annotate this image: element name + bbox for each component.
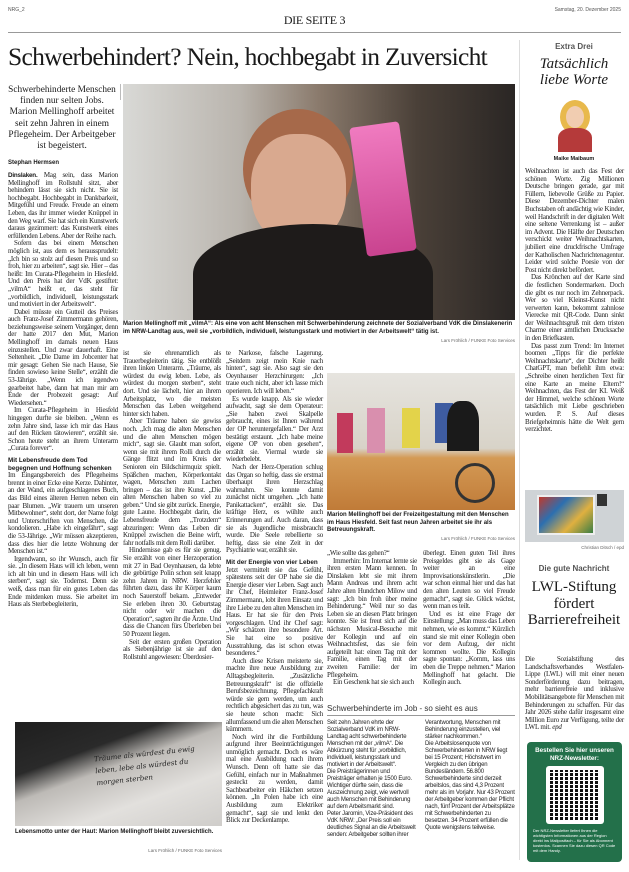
photo-credit: Lars Fröhlich / FUNKE Foto Services (441, 536, 515, 541)
article-column-2 (123, 350, 221, 661)
good-news-title: LWL-Stiftung fördert Barrierefreiheit (527, 579, 621, 628)
qr-code[interactable] (546, 766, 604, 824)
good-news-text (525, 656, 624, 732)
marion (447, 401, 479, 451)
paragraph: Immerhin: Im Internat lernte sie ihren ersten Mann kennen. In Dinslaken lebt sie mit ihrem Mann Andreas und ihrem acht Jahre alten Hundchen Milow und sagt: „Ich bin froh über meine Behinderung.“ Weil nur so das Leben sie an diesen Platz bringen konnte. Sie ist freut sich auf die nächsten Musical-Besuche mit der Kollegin und auf ein Weihnachtsfest, das sie fein aufgeteilt hat: einen Tag mit der Familie, einen Tag mit der zweiten Familie: der im Pflegeheim. (327, 556, 417, 679)
newsletter-title: Bestellen Sie hier unseren NRZ-Newsletter: (535, 747, 614, 762)
photo-credit: Christian Ditsch / epd (581, 545, 624, 550)
paragraph: Aber Träume haben sie gewiss noch. „Ich mag die alten Menschen und die alten Menschen mögen mich“, sagt sie. Glaubt man sofort, wenn sie mit ihrem Rolli durch die Gänge flitzt und im Kreis der Senioren ein Bildschirmquiz spielt. Späßchen machen, Körperkontakt wagen, Menschen zum Lachen bringen – das ist ihre Kunst. „Die alten Menschen haben so viel zu geben.“ Und sie gibt zurück. Energie, gute Laune. Hochbegabt darin, die Lebensfreude dem „Trotzdem“ abzuringen: Wenn das Leben dir Knüppel zwischen die Beine wirft, fahr notfalls mit dem Rolli darüber. (123, 417, 221, 547)
article-column-1 (8, 172, 118, 609)
christmas-stamp (537, 495, 595, 535)
paragraph: Jetzt vermittelt sie das Gefühl, spätestens seit der OP habe sie die Energie dieser vier Leben. Sagt auch ihr Chef, Heimleiter Franz-Josef Zimmermann, lobt ihren Einsatz und ihre Liebe zu den alten Menschen im Haus. Er hat sie für den Preis vorgeschlagen. Und ihr Chef sagt: „Wir schätzen ihre besondere Art. Sie hat eine so positive Ausstrahlung, das ist schon etwas besonderes.“ (226, 565, 323, 658)
photo-credit: Lars Fröhlich / FUNKE Foto Services (148, 848, 222, 853)
newsletter-box[interactable] (527, 742, 622, 862)
paragraph: Die Sozialstiftung des Landschaftsverbandes Westfalen-Lippe (LWL) will mit einer neuen Sonderförderung dazu beitragen, mehr barrierefreie und inklusive Mobilitätsangebote für Menschen mit Behinderungen zu schaffen. Für das Jahr 2026 stehe dafür insgesamt eine Million Euro zur Verfügung, teilte der LWL mit. (525, 655, 624, 732)
paragraph: te Narkose, falsche Lagerung. „Seitdem zeigt mein Knie nach hinten“, sagt sie. Also sagt sie den Oeynhauser Herzchirurgen: „Ich traue euch nicht, aber ich lasse mich operieren. Ich will leben.“ (226, 349, 323, 395)
page-code: NRG_2 (8, 7, 25, 13)
teaser: Schwerbehinderte Menschen finden nur selten Jobs. Marion Mellinghoff arbeitet seit zehn Jahren in einem Pflegeheim. Der Arbeitgeber ist begeistert. (8, 85, 116, 152)
person (367, 408, 385, 453)
caption-text: Marion Mellinghoff bei der Freizeitgestaltung mit den Menschen im Haus Hiesfeld. Seit fast neun Jahren arbeitet sie ihr als Betreuungskraft. (327, 512, 509, 534)
photo-credit: Lars Fröhlich / FUNKE Foto Services (441, 338, 515, 343)
subheading: Mit der Energie von vier Leben (226, 559, 318, 567)
paragraph: Noch wird ihr die Fortbildung aufgrund ihrer Beeinträchtigungen unmöglich gemacht. Doch es wäre mal eine Ausbildung nach ihrem Wunsch. Denn oft hatte sie das Gefühl, einfach nur in Maßnahmen gesteckt zu werden, damit Sachbearbeiter ein Häkchen setzen können. „In Polen habe ich eine Ausbildung zum Elektriker gemacht“, sagt sie und lenkt den Blick zur Deckenlampe. (226, 732, 323, 825)
paragraph: Die Preisträgerinnen und Preisträger erhalten je 1500 Euro. Wichtiger dürfte sein, dass die Auszeichnung zeigt, wie wertvoll auch Menschen mit Behinderung auf dem Arbeitsmarkt sind. (327, 769, 412, 810)
columnist-name: Maike Maibaum (553, 156, 595, 162)
tattoo-text: Träume als würdest du ewig leben, lebe als würdest du morgen sterben (93, 744, 196, 788)
person (337, 413, 353, 453)
article-column-5 (423, 550, 515, 687)
tattoo-photo (15, 722, 222, 826)
caption-text: Marion Mellinghoff mit „vilmA“: Als eine von acht Menschen mit Schwerbehinderung zeichnete der Sozialverband VdK die Dinslakenerin im NRW-Landtag aus, weil sie „vorbildlich, individuell, leistungsstark und motiviert in der Arbeitswelt“ tätig ist. (123, 321, 513, 335)
paragraph: Nach der Herz-Operation schlug das Organ so heftig, dass sie erstmal überhaupt ihren Herzschlag wahrnahm. Sie konnte damit zunächst nicht umgehen. „Ich hatte Panikattacken“, erzählt sie. Das kräftige Herz, es wühlte auch Erinnerungen auf. Auch daran, dass sie als Jugendliche missbraucht wurde. Die Seele rebellierte so heftig, dass sie eine Zeit in der Psychiatrie war, erzählt sie. (226, 462, 323, 555)
paragraph: Mag sein, dass Marion Mellinghoff im Rollstuhl sitzt, aber behindern lässt sie sich nicht. Sie ist hochbegabt. Hochbegabt in Dankbarkeit, Mitgefühl und Freude. Freude an einem Leben, das ihr immer wieder Knüppel in den Weg warf. Sie hat sich ein Kunstwerk daraus gezimmert: das Kunstwerk eines erfüllenden Lebens. Aber der Reihe nach. (8, 171, 118, 240)
paragraph: überlegt. Einen guten Teil ihres Preisgeldes gibt sie als Gage weiter an eine Improvisationskünstlerin. „Die war schon einmal hier und das hat den alten Leuten so viel Freude gemacht“, sagt sie. Glück wächst, wenn man es teilt. (423, 549, 515, 611)
main-photo (123, 84, 515, 320)
paragraph: Das Krönchen auf der Karte sind die festlichen Sondermarken. Doch die gibt es nur noch im Zehnerpack. Wer so viel Kleinst-Kunst nicht verwerten kann, bekommt zahnlose Vierecke mit QR-Code. Dann sinkt der Weihnachtsgruß mit dem tristen Charme einer amtlichen Drucksache in den Briefkasten. (525, 273, 624, 343)
paragraph: Seit der ersten großen Operation als Siebenjährige ist sie auf den Rollstuhl angewiesen: Überdosier- (123, 637, 221, 661)
subheading: Mit Lebensfreude dem Tod begegnen und Hoffnung schenken (8, 456, 112, 472)
paragraph: Weihnachten ist auch das Fest der schönen Worte. Zig Millionen Deutsche bringen gerade, gar mit Füllern, liebevolle Grüße zu Papier. Diese Dezember-Dichter malen Buchstaben oft andächtig wie Kinder, weil Handschrift in der digitalen Welt eine seltene Verrenkung ist – außer im Advent. Die Hälfte der Deutschen verschickt weiter Weihnachtskarten, jubiliert eine druckfrische Umfrage der Katholischen Nachrichtenagentur. Leider wird solche Poesie von der Post nicht direkt befördert. (525, 167, 624, 274)
sidebar-kicker: Extra Drei (555, 42, 593, 51)
paragraph: Im Curata-Pflegeheim in Hiesfeld hingegen durfte sie bleiben. „Wenn es zehn Jahre sind, lasse ich mir das Haus auf den Rücken tätowieren“, erzählt sie. Schon heute steht an ihrem Unterarm „Curata forever“. (8, 406, 118, 453)
headline: Schwerbehindert? Nein, hochbegabt in Zuversicht (8, 42, 488, 71)
paragraph: Ein Geschenk hat sie sich auch (333, 678, 414, 687)
paragraph: Peter Jaromin, Vize-Präsident des VdK NRW: „Der Preis soll ein deutliches Signal an die Arbeitswelt senden: Arbeitgeber sollten ihrer Verantwortung, Menschen mit Behinderung einzustellen, viel stärker nachkommen.“ (327, 720, 501, 838)
paragraph: „Wie sollte das gehen?“ (327, 549, 390, 557)
article-column-3 (226, 350, 323, 825)
tattoo-photo-caption: Lebensmotto unter der Haut: Marion Mellinghoff bleibt zuversichtlich. (15, 829, 214, 835)
paragraph: Irgendwann, so ihr Wunsch, auch für sie. „In diesem Haus will ich leben, wenn ich alt bin und in diesem Haus will ich sterben“, sagt sie. Todernst. Denn sie weiß, dass man für ein gutes Leben das Ende mitdenken muss. Sie arbeitet im Haus als Sterbebegleiterin, (8, 554, 118, 609)
section-title: DIE SEITE 3 (283, 13, 346, 27)
paragraph: Und es ist eine Frage der Einstellung: „Man muss das Leben nehmen, wie es kommt.“ Kürzlich stand sie mit einer Kollegin oben vor dem Aufzug, der nicht kommen wollte. Die Kollegin sagte spontan: „Komm, lass uns eben die Treppe nehmen.“ Marion Mellinghoff hat gelacht. Die Kollegin auch. (423, 609, 515, 687)
paragraph: Im Eingangsbereich des Pflegeheims brennt in einer Ecke eine Kerze. Dahinter, an der Wand, ein aufgeschlagenes Buch, das Bild eines älteren Herren neben ein paar Blumen. „Wir trauern um unseren Mitbewohner“, steht dort, der Name folgt und Unterschriften von Menschen, die kondolieren. „Habe ich eingefährt“, sagt die 53-Jährige. „Wir müssen akzeptieren, dass dies hier die letzte Wohnung der Menschen ist.“ (8, 471, 118, 556)
stamp-qr (597, 494, 607, 506)
paragraph: ist sie ehrenamtlich als Trauerbegleiterin tätig. Sie entblößt ihren linken Unterarm. „Träume, als würdest du ewig leben. Lebe, als würdest du morgen sterben“, steht dort. Und sie lächelt, hier an ihrem Arbeitsplatz, wo die meisten Menschen das Leben weitgehend hinter sich haben. (123, 349, 221, 418)
paragraph: Das passt zum Trend: Im Internet boomen „Tipps für die perfekte Weihnachtskarte“, der Dichter heißt ChatGPT, man befiehlt ihm etwa: „Schreibe einen herzlichen Text für eine Karte an meine Eltern!“ Weihnachten, das Fest der KI. Weiß der Himmel, welche schönen Worte tatsächlich mit Liebe geschrieben wurden. P. S. Auf dieses Briefgeheimnis hätte die Welt gern verzichtet. (525, 341, 624, 434)
newsletter-text: Der NRZ-Newsletter liefert Ihnen die wichtigsten Informationen aus der Region direkt ins Mailpostfach – für Sie als Abonnent kostenlos. Scannen Sie dazu diesen QR Code mit dem Handy. (533, 828, 616, 853)
issue-date: Samstag, 20. Dezember 2025 (554, 7, 621, 13)
paragraph: Dabei müsste ein Gutteil des Preises auch Franz-Josef Zimmermann gehören, beziehungsweise seinem Vorgänger, denn der hatte 2017 den Mut, Marion Mellinghoff im damals neuen Haus einzustellen. Und zwar dauerhaft. Eine Seltenheit. „Die Dame im Jobcenter hat mir gesagt: Gehen Sie nach Hause, Sie finden sowieso keine Stelle“, erzählt die 53-Jährige. „Wenn ich irgendwo gearbeitet habe, dann hat man mir am Ende der Probezeit gesagt: Auf Wiedersehen.“ (8, 307, 118, 407)
paragraph: Es wurde knapp. Als sie wieder aufwacht, sagt sie dem Operateur: „Sie haben zwei Skalpelle gebraucht, eines ist Ihnen während der OP heruntergefallen.“ Der Arzt bestätigt erstaunt. „Ich habe meine eigene OP von oben gesehen“, erzählt sie. Viermal wurde sie wiederbelebt. (226, 394, 323, 464)
paragraph: Auch diese Krisen meisterte sie, machte ihre neue Ausbildung zur Alltagsbegleiterin. „Zusätzliche Betreuungskraft“ ist die offizielle Berufsbezeichnung. Pflegefachkraft würde sie gern werden, um auch rechtlich abgesichert das zu tun, was sie heute schon macht: Sich allumfassend um die alten Menschen kümmern. (226, 656, 324, 734)
wheelchair-wheel (455, 463, 495, 503)
paragraph: Hindernisse gab es für sie genug. Sie erzählt von einer Herzoperation mit 27 in Bad Oeynhausen, da lebte die gebürtige Polin schon seit knapp zehn Jahren in NRW. Herzfehler führten dazu, dass ihr Körper kaum noch Sauerstoff bekam. „Entweder Sie erleben ihren 30. Geburtstag nicht oder wir machen die Operation“, sagten ihr die Ärzte. Und dass die Chancen fürs Überleben bei 50 Prozent liegen. (123, 546, 221, 638)
author: Stephan Hermsen (8, 160, 60, 166)
main-photo-caption (123, 321, 515, 336)
good-news-kicker: Die gute Nachricht (538, 564, 610, 573)
group-photo-caption (327, 512, 515, 535)
info-box-title: Schwerbehinderte im Job - so sieht es aus (327, 704, 515, 716)
article-column-4 (327, 550, 417, 687)
info-box-text (327, 720, 515, 839)
paragraph: Die Arbeitslosenquote von Schwerbehinderten in NRW liegt bei 15 Prozent; Höchstwert im Vergleich zu den übrigen Bundesländern. 56.800 Schwerbehinderte sind derzeit arbeitslos, das sind 4,3 Prozent mehr als im Vorjahr. Nur 43 Prozent der Arbeitgeber kommen der Pflicht nach, fünf Prozent der Arbeitsplätze mit Schwerbehinderten zu besetzen. 34 Prozent erfüllen die Quote wenigstens teilweise. (425, 741, 515, 831)
stamp-photo (525, 490, 624, 542)
columnist-illustration (556, 100, 594, 152)
paragraph: Sofern das bei einem Menschen möglich ist, aus dem es heraussprudelt: „Ich bin so stolz auf diesen Preis und so froh, hier zu arbeiten“, sagt sie. Hier – das heißt: Im Curata-Pflegeheim in Hiesfeld. Und den Preis hat der VdK gestiftet: „vilmA“ heißt er, das steht für „vorbildlich, individuell, leistungsstark und motiviert in der Arbeitswelt“. (8, 239, 118, 309)
source: epd (552, 723, 562, 732)
person (402, 408, 420, 448)
sidebar-text (525, 168, 624, 434)
info-box (327, 704, 515, 839)
sidebar-divider (519, 40, 520, 860)
group-photo (327, 373, 515, 510)
header-divider (8, 32, 621, 33)
dateline: Dinslaken. (8, 172, 38, 179)
paragraph: Seit zehn Jahren ehrte der Sozialverband VdK im NRW-Landtag acht schwerbehinderte Menschen mit der „vilmA“. Die Abkürzung steht für „vorbildlich, individuell, leistungsstark und motiviert in der Arbeitswelt“. (327, 720, 407, 768)
sidebar-title: Tatsächlich liebe Worte (539, 56, 609, 88)
column-divider (120, 84, 121, 100)
